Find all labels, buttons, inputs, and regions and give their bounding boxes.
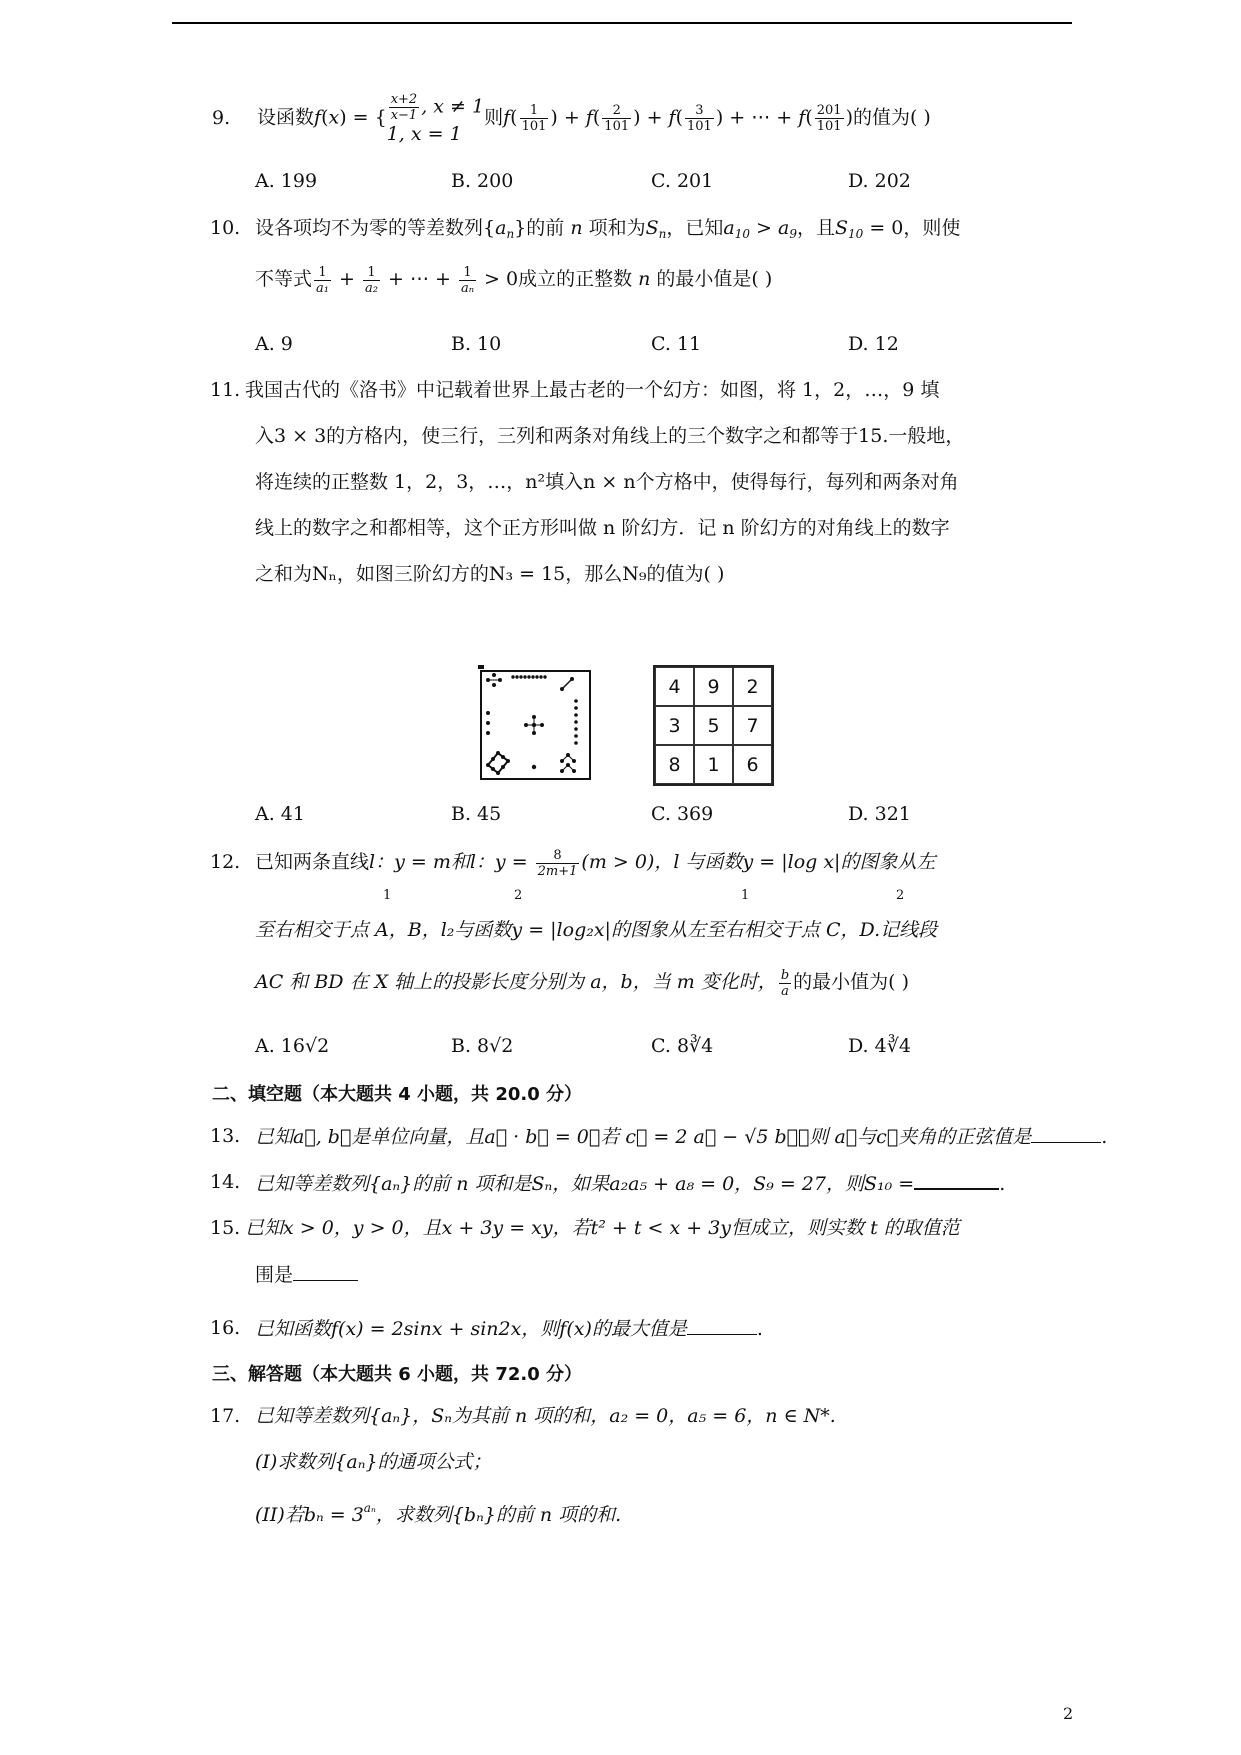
q12-option-b: B. 8√2 (451, 1035, 514, 1057)
q9-piecewise: $\frac{x+2}{x-1}$ , x ≠ 1 1, x = 1 (386, 92, 485, 145)
q12-line2: 至右相交于点 A，B，l₂与函数y = |log₂x|的图象从左至右相交于点 C，D.记线段 (255, 919, 938, 941)
section-solutions: 三、解答题（本大题共 6 小题，共 72.0 分） (212, 1364, 583, 1385)
grid-cell: 1 (694, 745, 733, 784)
q10-line2: 不等式 $\frac{1}{\text{a₁}}$ + $\frac{1}{\text{a₂}}$ + ⋯ + $\frac{1}{\text{aₙ}}$ > 0成立的正整数 n 的最小值是( ) (255, 264, 773, 296)
grid-cell: 5 (694, 706, 733, 745)
q9-option-a: A. 199 (255, 170, 318, 192)
q12-line1: 已知两条直线l：y = m和l：y = $\frac{8}{2m+1}$ (m > 0)，l 与函数y = |log x|的图象从左 (255, 847, 936, 879)
q15-number: 15. (210, 1217, 241, 1239)
section-fill-in: 二、填空题（本大题共 4 小题，共 20.0 分） (212, 1084, 583, 1105)
q10-line1: 设各项均不为零的等差数列$\{a_n\}$的前 n 项和为$S_n$，已知$a_{10} > a_9$，且$S_{10} = 0$，则使 (255, 217, 961, 241)
q14-text: 已知等差数列{aₙ}的前 n 项和是Sₙ，如果a₂a₅ + a₈ = 0，S₉ = 27，则S₁₀ = . (255, 1170, 1005, 1196)
q17-part2: (II)若$b_n = 3^{a_n}$，求数列{bₙ}的前 n 项的和. (255, 1501, 622, 1526)
q12-sub-log: 2 (896, 888, 905, 903)
q15-line2: 围是 (255, 1262, 358, 1287)
q9-text-b: 则 (484, 106, 504, 129)
grid-cell: 8 (655, 745, 694, 784)
q11-option-d: D. 321 (848, 803, 911, 825)
luoshu-diagram (478, 665, 595, 782)
q12-sub-l1: 1 (383, 888, 392, 903)
q12-option-c: C. 8∛4 (651, 1035, 714, 1057)
q15-line1: 已知x > 0，y > 0，且x + 3y = xy，若t² + t < x + 3y恒成立，则实数 t 的取值范 (245, 1217, 960, 1239)
grid-cell: 6 (733, 745, 772, 784)
q11-line3: 将连续的正整数 1，2，3，…，n²填入n × n个方格中，使得每行，每列和两条对角 (255, 471, 959, 493)
q9-option-c: C. 201 (651, 170, 714, 192)
page-number: 2 (1063, 1704, 1074, 1723)
q10-option-b: B. 10 (451, 333, 502, 355)
q13-number: 13. (210, 1125, 241, 1147)
grid-cell: 3 (655, 706, 694, 745)
q11-option-b: B. 45 (451, 803, 502, 825)
q10-option-a: A. 9 (255, 333, 293, 355)
q9-text-a: 设函数 (257, 106, 315, 129)
q16-blank[interactable] (687, 1316, 757, 1335)
q14-number: 14. (210, 1171, 241, 1193)
q14-blank[interactable] (914, 1170, 999, 1190)
q11-option-c: C. 369 (651, 803, 714, 825)
q15-blank[interactable] (293, 1262, 358, 1281)
q9-text-c: 的值为( ) (852, 106, 931, 129)
q11-number: 11. (210, 379, 241, 401)
q11-line5: 之和为Nₙ，如图三阶幻方的N₃ = 15，那么N₉的值为( ) (255, 563, 725, 585)
q11-line1: 我国古代的《洛书》中记载着世界上最古老的一个幻方：如图，将 1，2，…，9 填 (245, 379, 940, 401)
q17-number: 17. (210, 1405, 241, 1427)
q12-sub-l1b: 1 (741, 888, 750, 903)
q12-option-a: A. 16√2 (255, 1035, 330, 1057)
grid-cell: 4 (655, 667, 694, 706)
grid-cell: 9 (694, 667, 733, 706)
q9-number: 9. (212, 107, 231, 129)
q16-text: 已知函数f(x) = 2sinx + sin2x，则f(x)的最大值是 . (255, 1318, 763, 1340)
grid-cell: 2 (733, 667, 772, 706)
q13-blank[interactable] (1031, 1124, 1101, 1143)
q10-number: 10. (210, 217, 241, 239)
q9-stem: 设函数f(x) = { $\frac{x+2}{x-1}$ , x ≠ 1 1, x = 1 则f( $\frac{1}{101}$ ) + f( $\frac{2}{101}$ ) + f( $\frac{3}{101}$ ) + ⋯ + f( $\frac{201}{101}$ )的值为( ) (257, 92, 931, 145)
q16-number: 16. (210, 1317, 241, 1339)
q17-line1: 已知等差数列{aₙ}，Sₙ为其前 n 项的和，a₂ = 0，a₅ = 6，n ∈ N*. (255, 1405, 836, 1427)
q9-option-d: D. 202 (848, 170, 911, 192)
q17-part1: (I)求数列{aₙ}的通项公式； (255, 1451, 492, 1473)
q11-line2: 入3 × 3的方格内，使三行，三列和两条对角线上的三个数字之和都等于15.一般地， (255, 425, 965, 447)
q13-text: 已知a⃗, b⃗是单位向量，且a⃗ · b⃗ = 0，若 c⃗ = 2 a⃗ − √5 b⃗，则 a⃗与c⃗夹角的正弦值是 . (255, 1126, 1108, 1148)
q12-sub-l2: 2 (514, 888, 523, 903)
q10-option-d: D. 12 (848, 333, 899, 355)
q12-option-d: D. 4∛4 (848, 1035, 911, 1057)
q12-line3: AC 和 BD 在 X 轴上的投影长度分别为 a，b，当 m 变化时， $\frac{b}{a}$ 的最小值为( ) (255, 967, 910, 999)
header-rule (172, 22, 1072, 24)
magic-square-grid (653, 665, 774, 786)
grid-cell: 7 (733, 706, 772, 745)
q11-option-a: A. 41 (255, 803, 305, 825)
q12-number: 12. (210, 851, 241, 873)
q9-option-b: B. 200 (451, 170, 514, 192)
q10-option-c: C. 11 (651, 333, 702, 355)
q11-line4: 线上的数字之和都相等，这个正方形叫做 n 阶幻方．记 n 阶幻方的对角线上的数字 (255, 517, 950, 539)
